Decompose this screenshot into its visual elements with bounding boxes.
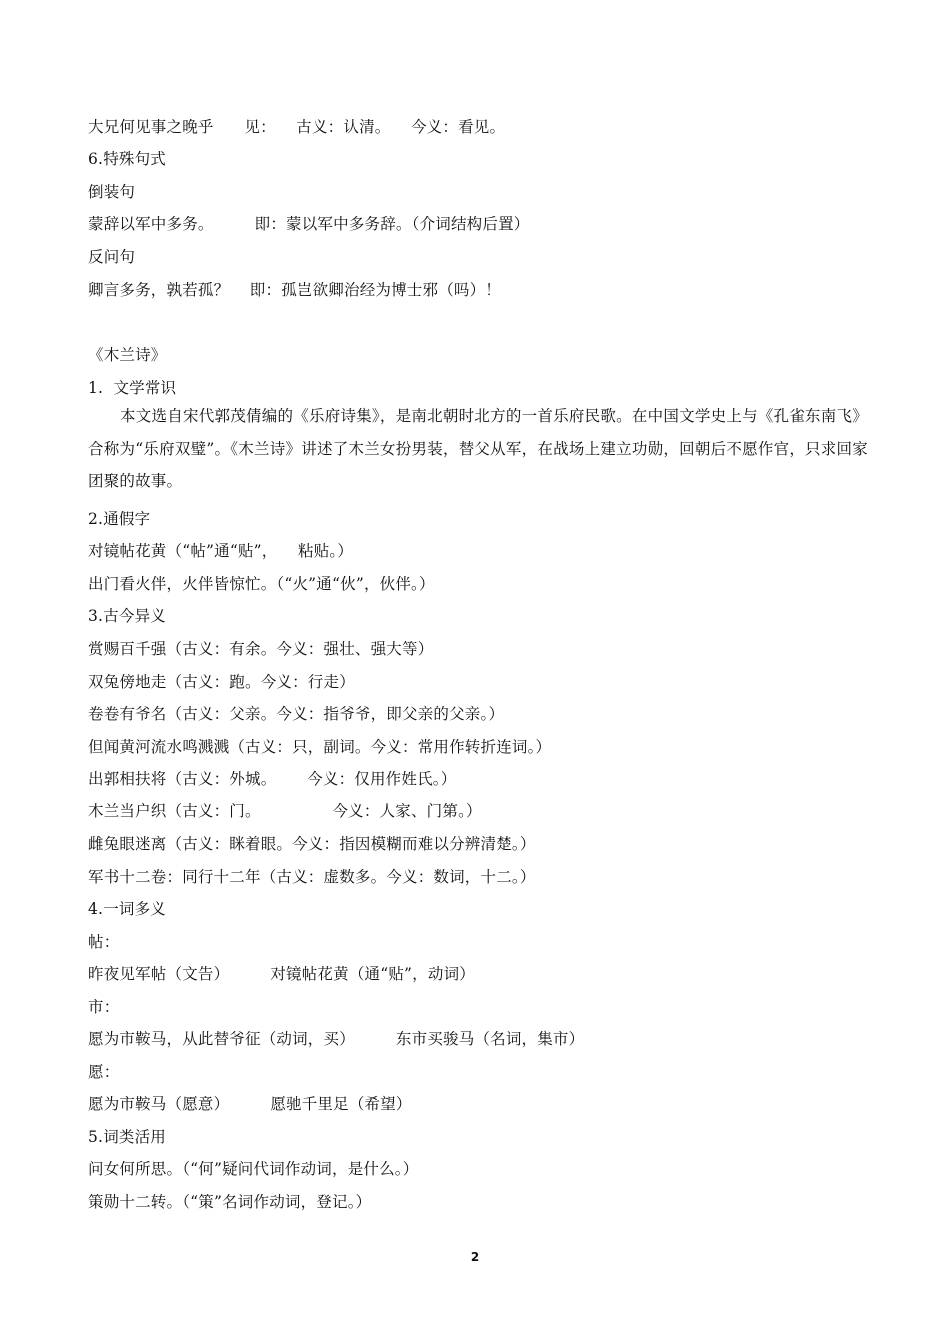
heading-tongjia: 2.通假字	[88, 510, 151, 528]
text-line: 军书十二卷：同行十二年（古义：虚数多。今义：数词，十二。）	[88, 868, 536, 886]
text-line: 双兔傍地走（古义：跑。今义：行走）	[88, 673, 355, 691]
text-line: 雌兔眼迷离（古义：眯着眼。今义：指因模糊而难以分辨清楚。）	[88, 835, 536, 853]
text-line: 木兰当户织（古义：门。 今义：人家、门第。）	[88, 802, 482, 820]
text-line: 愿为市鞍马（愿意） 愿驰千里足（希望）	[88, 1095, 412, 1113]
page-number: 2	[470, 1250, 480, 1264]
text-line: 昨夜见军帖（文告） 对镜帖花黄（通“贴”，动词）	[88, 965, 475, 983]
text-line: 帖：	[88, 933, 120, 951]
text-line: 愿为市鞍马，从此替爷征（动词，买） 东市买骏马（名词，集市）	[88, 1030, 585, 1048]
heading-yici-duoyi: 4.一词多义	[88, 900, 166, 918]
heading-cilei-huoyong: 5.词类活用	[88, 1128, 166, 1146]
text-line: 倒装句	[88, 183, 136, 201]
text-line: 愿：	[88, 1063, 120, 1081]
text-line: 但闻黄河流水鸣溅溅（古义：只，副词。今义：常用作转折连词。）	[88, 738, 552, 756]
text-line: 卿言多务，孰若孤？ 即：孤岂欲卿治经为博士邪（吗）！	[88, 281, 502, 299]
text-line: 大兄何见事之晚乎 见： 古义：认清。 今义：看见。	[88, 118, 506, 136]
literary-knowledge-paragraph: 本文选自宋代郭茂倩编的《乐府诗集》，是南北朝时北方的一首乐府民歌。在中国文学史上与《孔雀东南飞》合称为“乐府双璧”。《木兰诗》讲述了木兰女扮男装，替父从军，在战场上建立功勋，回朝后不愿作官，只求回家团聚的故事。	[88, 407, 868, 491]
text-line: 策勋十二转。（“策”名词作动词，登记。）	[88, 1193, 372, 1211]
text-line: 蒙辞以军中多务。 即：蒙以军中多务辞。（介词结构后置）	[88, 215, 530, 233]
text-line: 出郭相扶将（古义：外城。 今义：仅用作姓氏。）	[88, 770, 457, 788]
text-line: 卷卷有爷名（古义：父亲。今义：指爷爷，即父亲的父亲。）	[88, 705, 505, 723]
heading-literary-knowledge: 1. 文学常识	[88, 379, 177, 397]
text-line: 反问句	[88, 248, 136, 266]
text-line: 对镜帖花黄（“帖”通“贴”， 粘贴。）	[88, 542, 354, 560]
heading-special-sentences: 6.特殊句式	[88, 150, 166, 168]
section-title: 《木兰诗》	[88, 346, 167, 364]
text-line: 出门看火伴，火伴皆惊忙。（“火”通“伙”，伙伴。）	[88, 575, 435, 593]
text-line: 问女何所思。（“何”疑问代词作动词，是什么。）	[88, 1160, 419, 1178]
heading-gujin-yiyi: 3.古今异义	[88, 607, 166, 625]
text-line: 市：	[88, 998, 120, 1016]
text-line: 赏赐百千强（古义：有余。今义：强壮、强大等）	[88, 640, 434, 658]
